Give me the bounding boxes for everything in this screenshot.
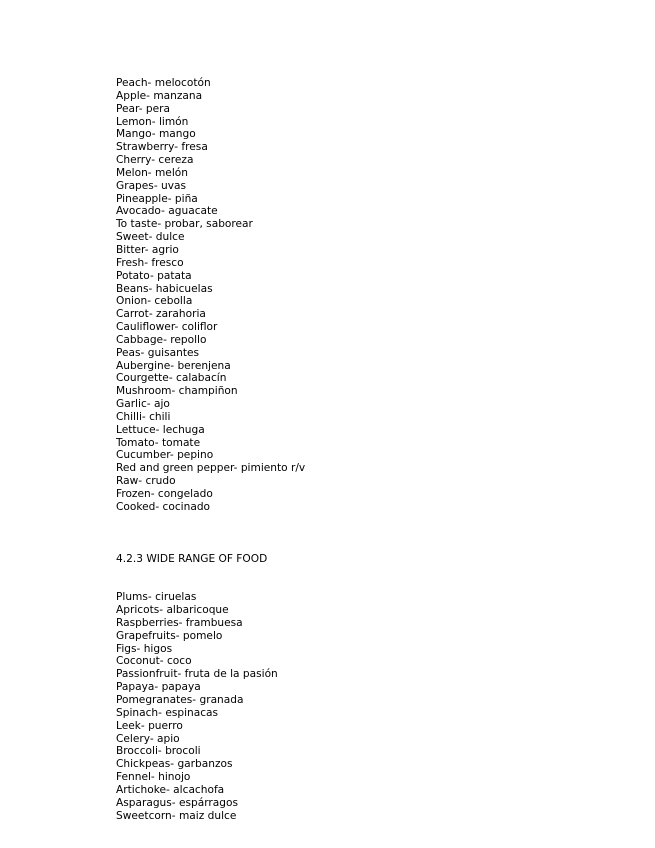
vocabulary-item: Cauliflower- coliflor — [116, 321, 218, 334]
vocabulary-item: Peas- guisantes — [116, 346, 200, 359]
vocabulary-item: Papaya- papaya — [116, 681, 201, 694]
vocabulary-item: Mushroom- champiñon — [116, 385, 238, 398]
vocabulary-item: Pomegranates- granada — [116, 693, 244, 706]
vocabulary-item: Pineapple- piña — [116, 192, 198, 205]
vocabulary-list-wide-range — [116, 527, 278, 822]
vocabulary-item: Red and green pepper- pimiento r/v — [116, 462, 306, 475]
section-heading: 4.2.3 WIDE RANGE OF FOOD — [116, 552, 268, 565]
vocabulary-item: Fennel- hinojo — [116, 771, 191, 784]
vocabulary-item: Grapes- uvas — [116, 179, 187, 192]
vocabulary-item: Cooked- cocinado — [116, 500, 211, 513]
vocabulary-item: Apple- manzana — [116, 89, 203, 102]
vocabulary-item: Onion- cebolla — [116, 295, 193, 308]
vocabulary-item: Chickpeas- garbanzos — [116, 758, 233, 771]
vocabulary-item: Asparagus- espárragos — [116, 796, 238, 809]
vocabulary-item: Coconut- coco — [116, 655, 192, 668]
vocabulary-item: Garlic- ajo — [116, 398, 170, 411]
vocabulary-item: Cherry- cereza — [116, 154, 194, 167]
vocabulary-item: Passionfruit- fruta de la pasión — [116, 668, 278, 681]
vocabulary-item: Leek- puerro — [116, 719, 183, 732]
vocabulary-item: Strawberry- fresa — [116, 141, 208, 154]
vocabulary-item: Tomato- tomate — [116, 436, 201, 449]
vocabulary-item: Fresh- fresco — [116, 256, 184, 269]
vocabulary-item: Lemon- limón — [116, 115, 189, 128]
vocabulary-item: To taste- probar, saborear — [116, 218, 253, 231]
vocabulary-item: Mango- mango — [116, 128, 196, 141]
vocabulary-item: Courgette- calabacín — [116, 372, 227, 385]
vocabulary-item: Pear- pera — [116, 102, 170, 115]
vocabulary-item: Lettuce- lechuga — [116, 423, 205, 436]
vocabulary-item: Artichoke- alcachofa — [116, 783, 225, 796]
vocabulary-item: Raspberries- frambuesa — [116, 616, 243, 629]
vocabulary-item: Broccoli- brocoli — [116, 745, 201, 758]
vocabulary-item: Potato- patata — [116, 269, 192, 282]
vocabulary-item: Figs- higos — [116, 642, 173, 655]
vocabulary-item: Beans- habicuelas — [116, 282, 213, 295]
vocabulary-item: Cabbage- repollo — [116, 333, 207, 346]
vocabulary-item: Cucumber- pepino — [116, 449, 214, 462]
vocabulary-item: Raw- crudo — [116, 475, 176, 488]
vocabulary-item: Sweetcorn- maiz dulce — [116, 809, 237, 822]
vocabulary-item: Melon- melón — [116, 166, 188, 179]
vocabulary-item: Aubergine- berenjena — [116, 359, 231, 372]
vocabulary-item: Frozen- congelado — [116, 488, 213, 500]
vocabulary-item: Spinach- espinacas — [116, 706, 219, 719]
vocabulary-item: Chilli- chili — [116, 410, 171, 423]
vocabulary-item: Avocado- aguacate — [116, 205, 218, 218]
vocabulary-item: Sweet- dulce — [116, 231, 185, 244]
vocabulary-item: Grapefruits- pomelo — [116, 629, 223, 642]
vocabulary-item: Apricots- albaricoque — [116, 604, 229, 617]
vocabulary-list-basic — [116, 77, 305, 514]
vocabulary-item: Peach- melocotón — [116, 77, 211, 89]
vocabulary-item: Plums- ciruelas — [116, 591, 197, 604]
vocabulary-item: Celery- apio — [116, 732, 180, 745]
vocabulary-item: Bitter- agrio — [116, 243, 179, 256]
vocabulary-item: Carrot- zarahoria — [116, 308, 206, 321]
